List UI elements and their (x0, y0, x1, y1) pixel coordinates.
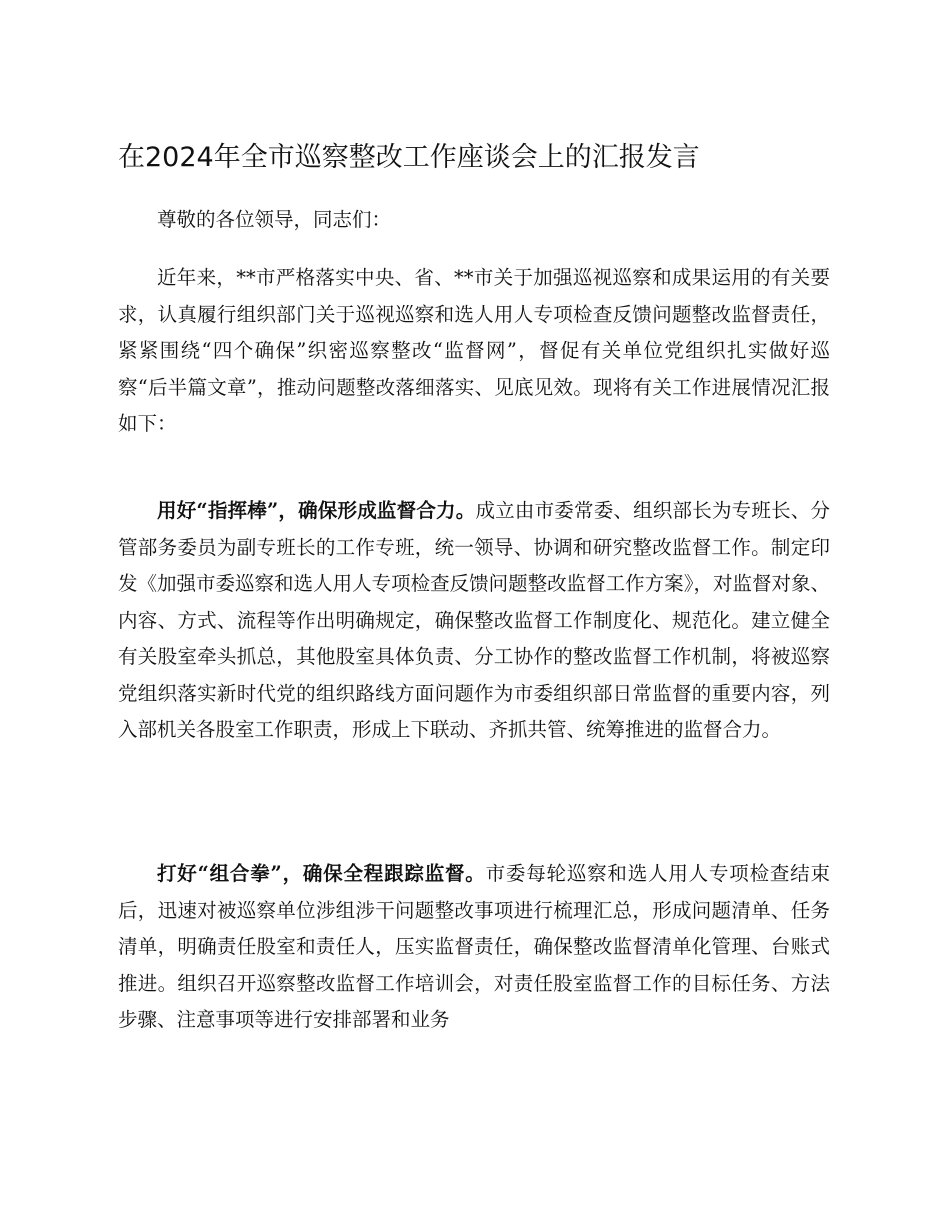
document-title: 在2024年全市巡察整改工作座谈会上的汇报发言 (118, 142, 700, 173)
section-lead-1: 用好“指挥棒”，确保形成监督合力。 (157, 499, 476, 522)
intro-paragraph: 近年来，**市严格落实中央、省、**市关于加强巡视巡察和成果运用的有关要求，认真履行组织部门关于巡视巡察和选人用人专项检查反馈问题整改监督责任，紧紧围绕“四个确保”织密巡察整改“监督网”，督促有关单位党组织扎实做好巡察“后半篇文章”，推动问题整改落细落实、见底见效。现将有关工作进展情况汇报如下： (118, 266, 830, 435)
section-paragraph-2 (118, 856, 830, 1039)
section-lead-2: 打好“组合拳”，确保全程跟踪监督。 (157, 862, 486, 885)
greeting-paragraph: 尊敬的各位领导，同志们： (157, 208, 392, 231)
section-body-1: 成立由市委常委、组织部长为专班长、分管部务委员为副专班长的工作专班，统一领导、协调和研究整改监督工作。制定印发《加强市委巡察和选人用人专项检查反馈问题整改监督工作方案》，对监督对象、内容、方式、流程等作出明确规定，确保整改监督工作制度化、规范化。建立健全有关股室牵头抓总，其他股室具体负责、分工协作的整改监督工作机制，将被巡察党组织落实新时代党的组织路线方面问题作为市委组织部日常监督的重要内容，列入部机关各股室工作职责，形成上下联动、齐抓共管、统筹推进的监督合力。 (118, 499, 830, 741)
section-paragraph-1 (118, 493, 830, 749)
section-body-2: 市委每轮巡察和选人用人专项检查结束后，迅速对被巡察单位涉组涉干问题整改事项进行梳理汇总，形成问题清单、任务清单，明确责任股室和责任人，压实监督责任，确保整改监督清单化管理、台账式推进。组织召开巡察整改监督工作培训会，对责任股室监督工作的目标任务、方法步骤、注意事项等进行安排部署和业务 (118, 862, 830, 1031)
